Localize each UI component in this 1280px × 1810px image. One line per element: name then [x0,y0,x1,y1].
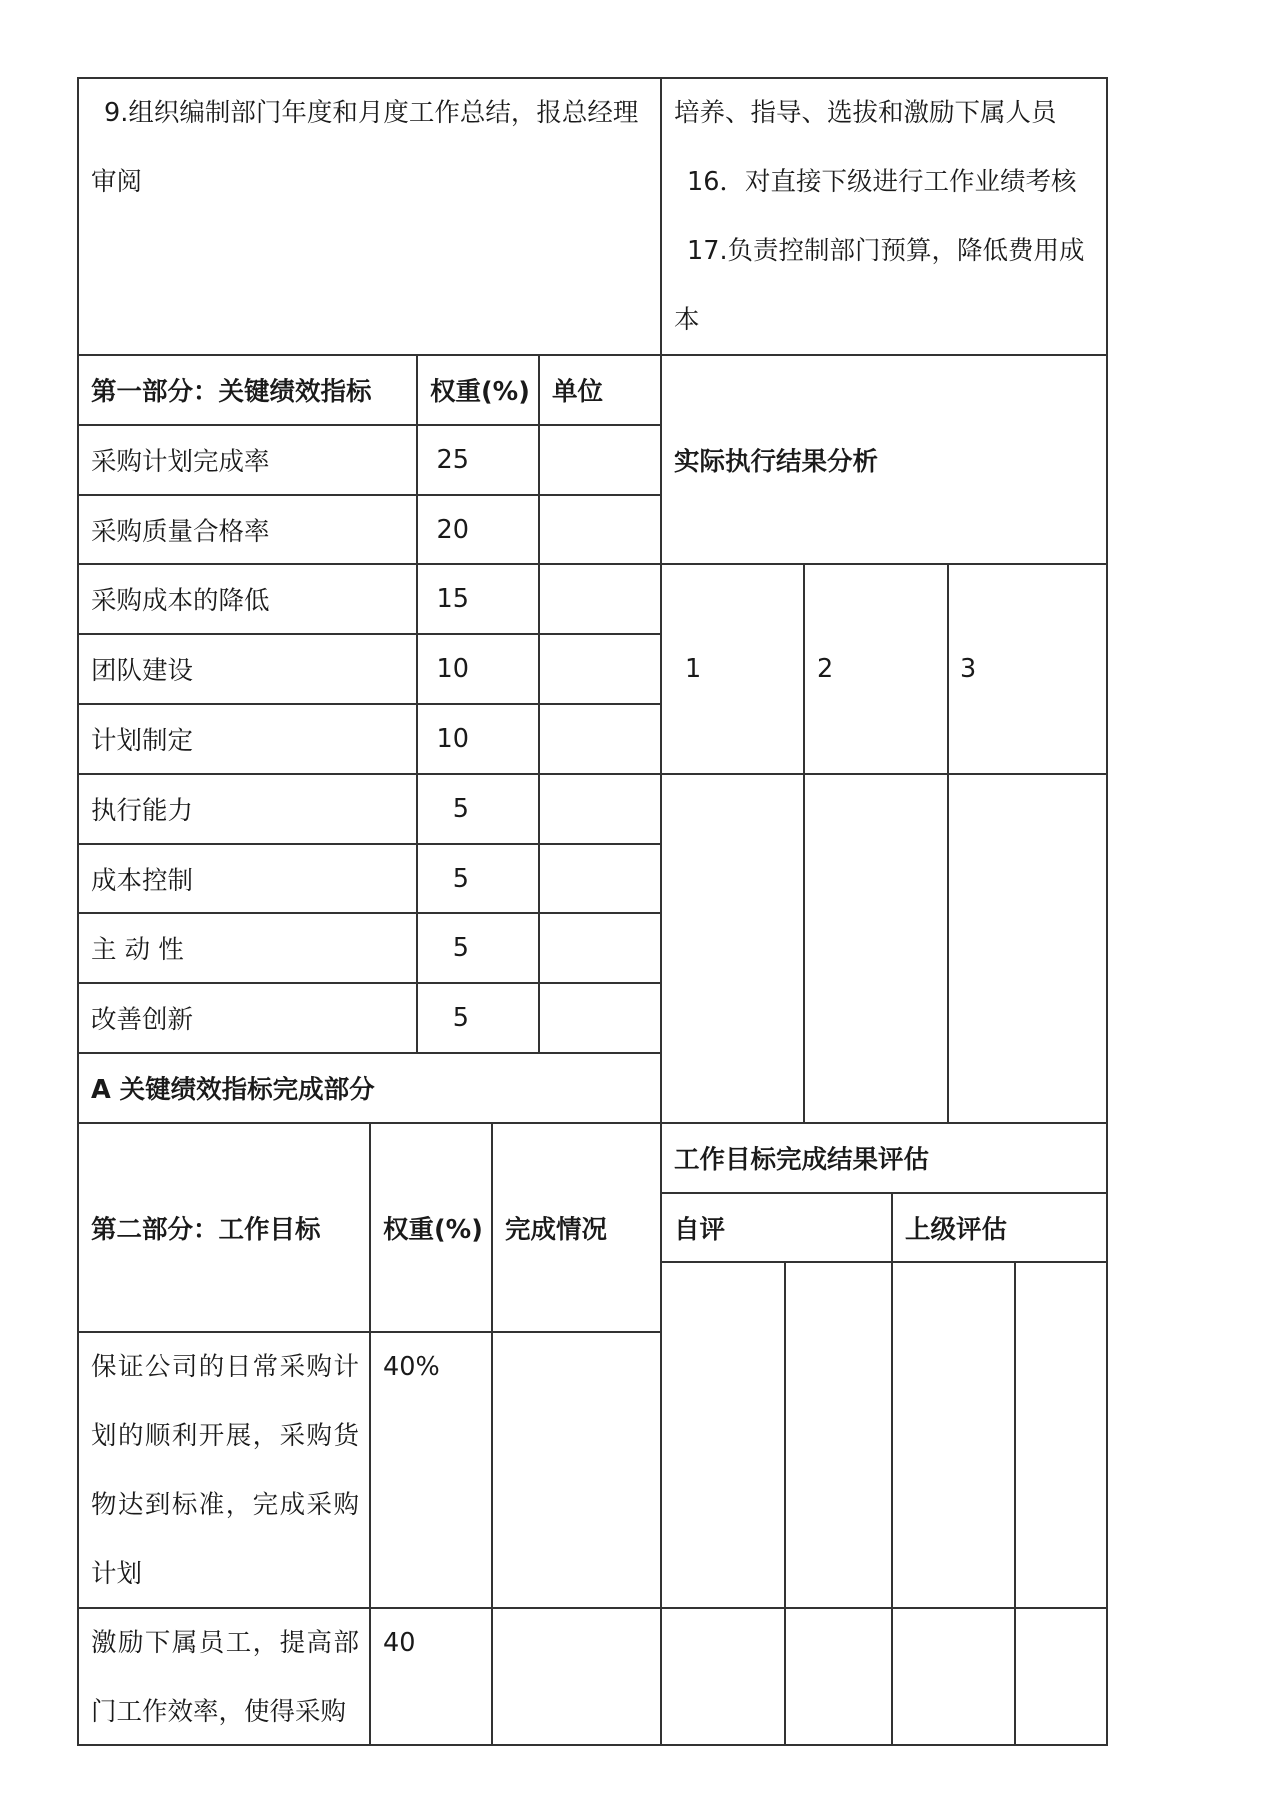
goal-row-weight: 40% [369,1331,493,1609]
duty-item-16: 16．对直接下级进行工作业绩考核 [687,167,1077,197]
evaluation-title: 工作目标完成结果评估 [660,1122,1108,1194]
goals-header-weight: 权重(%) [369,1122,493,1333]
goals-header-title: 第二部分：工作目标 [77,1122,371,1333]
kpi-row-unit [538,703,662,775]
kpi-header-weight: 权重(%) [416,354,540,426]
kpi-footer: A 关键绩效指标完成部分 [77,1052,662,1124]
goal-row-text: 保证公司的日常采购计划的顺利开展，采购货物达到标准，完成采购计划 [77,1331,371,1609]
kpi-row-name: 主 动 性 [77,912,418,984]
kpi-row-unit [538,773,662,845]
duties-left-cell [77,77,662,356]
kpi-row-weight: 15 [416,563,540,635]
kpi-row-weight: 25 [416,424,540,496]
kpi-row-unit [538,494,662,565]
kpi-row-weight: 5 [416,912,540,984]
evaluation-cell [660,1607,786,1746]
kpi-row-unit [538,982,662,1054]
evaluation-cell [891,1261,1016,1609]
goal-row-status [491,1331,662,1609]
analysis-cell [947,773,1108,1124]
evaluation-self: 自评 [660,1192,893,1263]
kpi-row-name: 采购质量合格率 [77,494,418,565]
kpi-row-name: 采购计划完成率 [77,424,418,496]
goals-header-status: 完成情况 [491,1122,662,1333]
evaluation-cell [1014,1607,1108,1746]
kpi-row-weight: 20 [416,494,540,565]
kpi-row-unit [538,633,662,705]
kpi-row-unit [538,843,662,914]
kpi-row-name: 团队建设 [77,633,418,705]
evaluation-cell [784,1261,893,1609]
evaluation-cell [1014,1261,1108,1609]
evaluation-cell [784,1607,893,1746]
analysis-cell [660,773,805,1124]
duty-item-9: 9.组织编制部门年度和月度工作总结，报总经理审阅 [91,98,639,197]
kpi-row-weight: 10 [416,703,540,775]
evaluation-superior: 上级评估 [891,1192,1108,1263]
evaluation-cell [660,1261,786,1609]
kpi-row-unit [538,424,662,496]
goal-row-weight: 40 [369,1607,493,1746]
kpi-row-name: 执行能力 [77,773,418,845]
analysis-title: 实际执行结果分析 [660,354,1108,565]
kpi-row-unit [538,563,662,635]
duties-right-cell [660,77,1108,356]
kpi-row-weight: 5 [416,843,540,914]
kpi-row-weight: 10 [416,633,540,705]
goal-row-text: 激励下属员工，提高部门工作效率，使得采购 [77,1607,371,1746]
duty-item-15-continued: 培养、指导、选拔和激励下属人员 [674,98,1057,128]
kpi-row-name: 成本控制 [77,843,418,914]
duty-item-17: 17.负责控制部门预算，降低费用成本 [674,236,1085,335]
analysis-column-1: 1 [660,563,805,775]
kpi-header-title: 第一部分：关键绩效指标 [77,354,418,426]
kpi-row-weight: 5 [416,982,540,1054]
analysis-column-2: 2 [803,563,949,775]
kpi-row-unit [538,912,662,984]
evaluation-cell [891,1607,1016,1746]
analysis-column-3: 3 [947,563,1108,775]
kpi-row-name: 改善创新 [77,982,418,1054]
goal-row-status [491,1607,662,1746]
kpi-row-name: 采购成本的降低 [77,563,418,635]
kpi-header-unit: 单位 [538,354,662,426]
kpi-row-weight: 5 [416,773,540,845]
kpi-row-name: 计划制定 [77,703,418,775]
analysis-cell [803,773,949,1124]
